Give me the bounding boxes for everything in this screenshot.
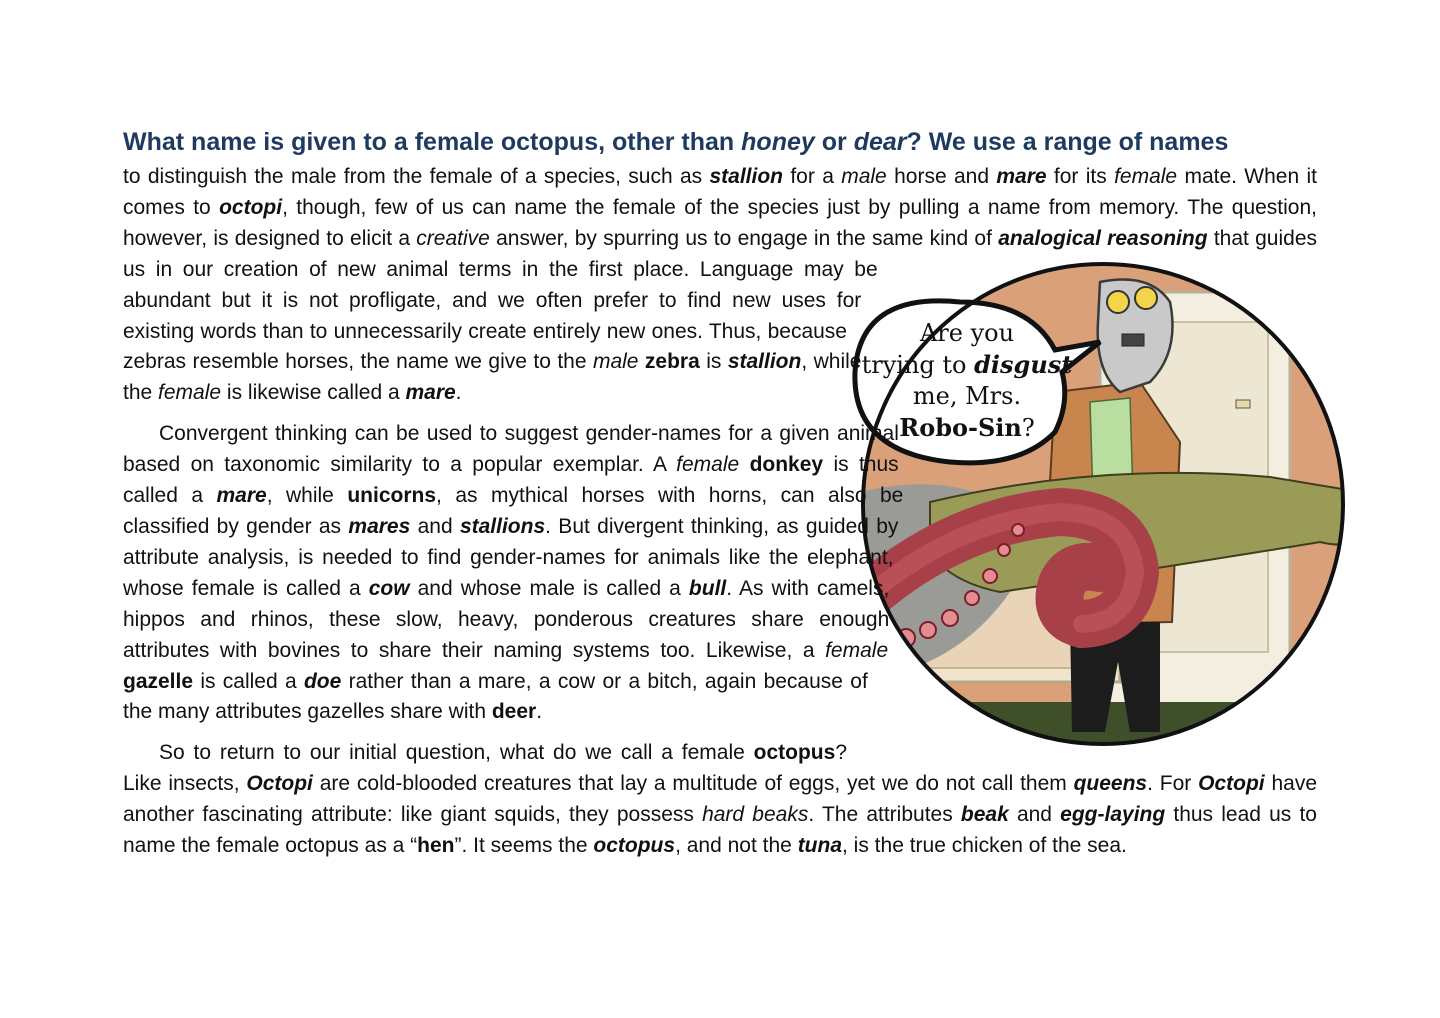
article-heading: What name is given to a female octopus, other than honey or dear? We use a range of names xyxy=(123,128,1229,156)
bubble-line-1: Are you xyxy=(919,319,1015,347)
bubble-line-4: Robo-Sin? xyxy=(899,413,1035,442)
bubble-line-3: me, Mrs. xyxy=(912,382,1022,410)
bubble-line-2: trying to disgust xyxy=(861,350,1073,379)
illustration-wrap-space xyxy=(847,259,1317,749)
article-body xyxy=(123,124,1317,862)
paragraph-1: to distinguish the male from the female of a species, such as stallion for a male horse and mare for its female mate. When it comes to octopi, though, few of us can name the female of the species just by pulling a name from memory. The question, however, is designed to elicit a creative answer, by spurring us to engage in the same kind of analogical reasoning that guides us in our creation of new animal terms in the first place. Language may be abundant but it is not profligate, and we often prefer to find new uses for existing words than to unnecessarily create entirely new ones. Thus, because zebras resemble horses, the name we give to the male zebra is stallion, while the female is likewise called a mare. xyxy=(123,162,1317,409)
paragraph-2: Convergent thinking can be used to suggest gender-names for a given animal based on taxonomic similarity to a popular exemplar. A female donkey is thus called a mare, while unicorns, as mythical horses with horns, can also be classified by gender as mares and stallions. But divergent thinking, as guided by attribute analysis, is needed to find gender-names for animals like the elephant, whose female is called a cow and whose male is called a bull. As with camels, hippos and rhinos, these slow, heavy, ponderous creatures share enough attributes with bovines to share their naming systems too. Likewise, a female gazelle is called a doe rather than a mare, a cow or a bitch, again because of the many attributes gazelles share with deer. xyxy=(123,422,904,724)
paragraph-3: So to return to our initial question, what do we call a female octopus? Like insects, Octopi are cold-blooded creatures that lay a multitude of eggs, yet we do not call them queens. For Octopi have another fascinating attribute: like giant squids, they possess hard beaks. The attributes beak and egg-laying thus lead us to name the female octopus as a “hen”. It seems the octopus, and not the tuna, is the true chicken of the sea. xyxy=(123,741,1317,858)
